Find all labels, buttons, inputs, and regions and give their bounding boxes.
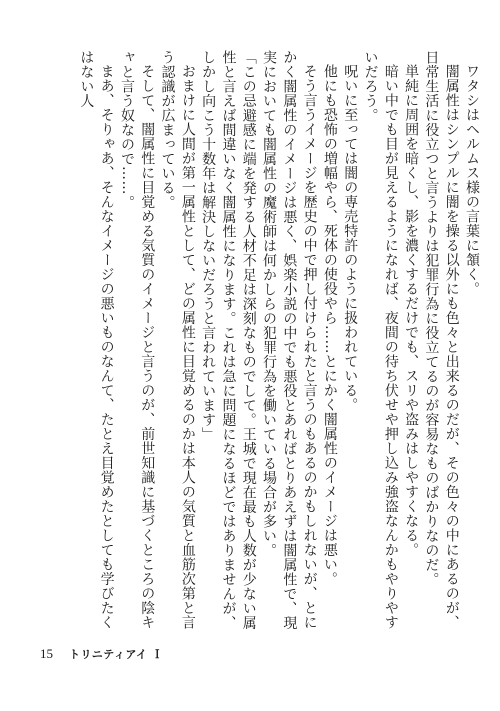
paragraph: 他にも恐怖の増幅やら、死体の使役やら……とにかく闇属性のイメージは悪い。 bbox=[321, 64, 338, 586]
paragraph: 呪いに至っては闇の専売特許のように扱われている。 bbox=[342, 64, 359, 412]
body-text bbox=[24, 50, 482, 630]
paragraph: そう言うイメージを歴史の中で押し付けられたと言うのもあるのかもしれないが、とにかく闇属性のイメージは悪く、娯楽小説の中でも悪役とあればとりあえずは闇属性で、現実においても闇属性の魔術師は何かしらの犯罪行為を働いている場合が多い。 bbox=[261, 50, 318, 630]
paragraph: 闇属性はシンプルに闇を操る以外にも色々と出来るのだが、その色々の中にあるのが、日常生活に役立つと言うよりは犯罪行為に役立てるのが容易なものばかりなのだ。 bbox=[423, 50, 460, 630]
page-number: 15 bbox=[40, 646, 53, 661]
paragraph: 暗い中でも目が見えるようになれば、夜間の待ち伏せや押し込み強盗なんかもやりやすいだろう。 bbox=[362, 50, 399, 630]
paragraph: 「この忌避感に端を発する人材不足は深刻なものでして。王城で現在最も人数が少ない属性と言えば間違いなく闇属性になります。これは急に問題になるほどではありませんが、しかし向こう十数年は解決しないだろうと言われています」 bbox=[200, 50, 257, 630]
paragraph: まあ、そりゃあ、そんなイメージの悪いものなんて、たとえ目覚めたとしても学びたくはない人 bbox=[78, 50, 115, 630]
paragraph: そして、闇属性に目覚める気質のイメージと言うのが、前世知識に基づくところの陰キャと言う奴なので……。 bbox=[118, 50, 156, 630]
paragraph: おまけに人間が第一属性として、どの属性に目覚めるのかは本人の気質と血筋次第と言う認識が広まっている。 bbox=[159, 50, 196, 630]
running-title: トリニティアイ Ｉ bbox=[69, 648, 164, 661]
paragraph: 単純に周囲を暗くし、影を濃くするだけでも、スリや盗みはしやすくなる。 bbox=[403, 64, 420, 557]
page-footer bbox=[40, 646, 163, 662]
paragraph: ワタシはヘルムス様の言葉に頷く。 bbox=[464, 64, 480, 296]
